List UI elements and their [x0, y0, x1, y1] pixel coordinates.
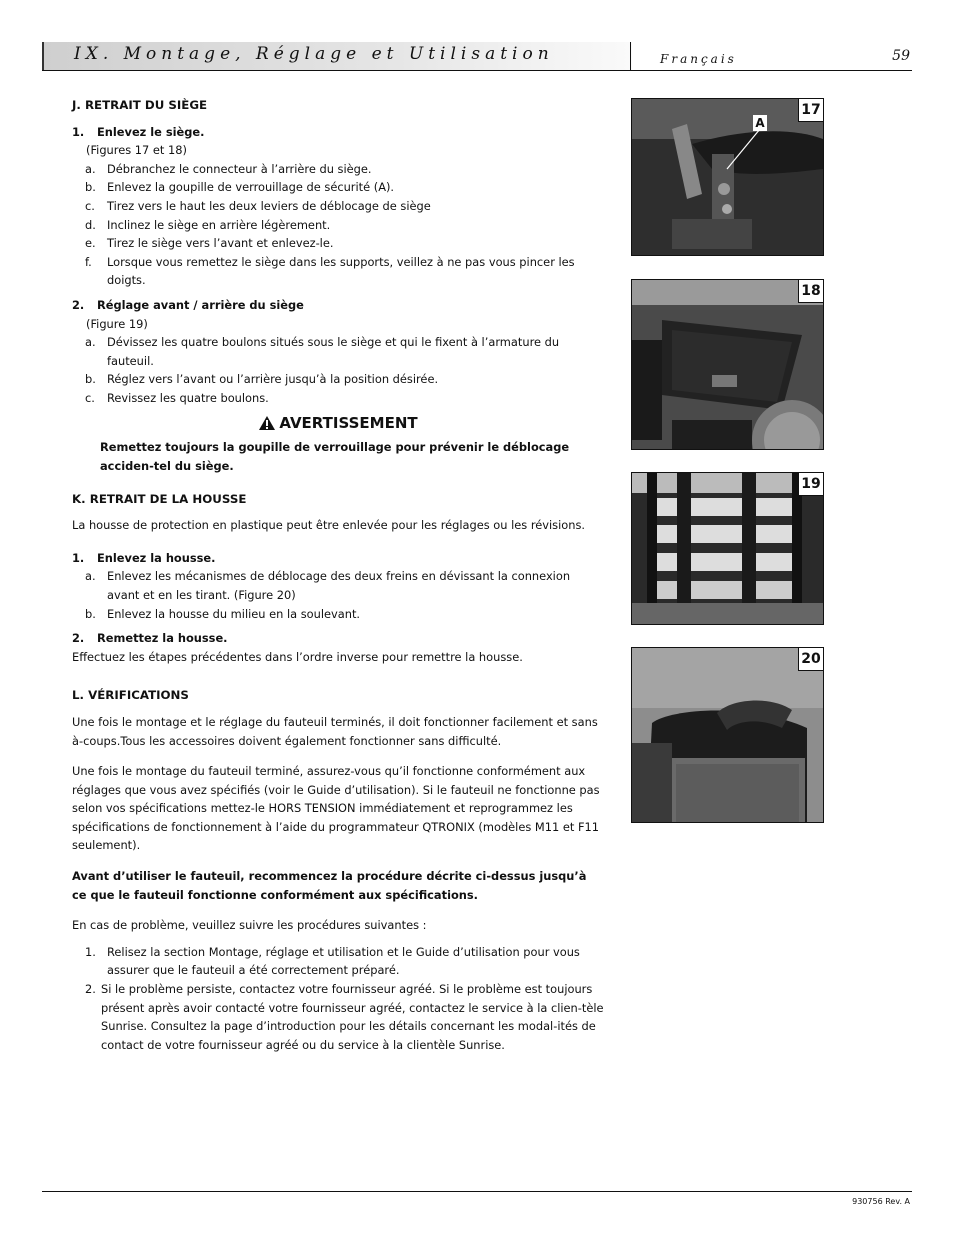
section-l-title: L. VÉRIFICATIONS [72, 688, 189, 703]
list-item: a. Débranchez le connecteur à l’arrière du siège. [85, 161, 372, 176]
list-item: c. Tirez vers le haut les deux leviers de déblocage de siège [85, 198, 431, 213]
list-item: b. Enlevez la goupille de verrouillage de sécurité (A). [85, 180, 395, 195]
list-item: 2. Si le problème persiste, contactez votre fournisseur agréé. Si le problème est toujours présent après avoir contacté votre fournisseur agréé, contactez le service à la clien-tèle Sunrise. Consultez la page d’introduction pour les détails concernant les modal-ités de contact de votre fournisseur agréé ou du service à la clientèle Sunrise. [85, 982, 604, 1052]
section-j-step-2: 2. Réglage avant / arrière du siège [72, 297, 304, 312]
section-j-title: J. RETRAIT DU SIÈGE [72, 98, 208, 112]
figure-17-label-a: A [753, 115, 767, 131]
figure-18-image [632, 280, 823, 449]
figure-17-number: 17 [798, 99, 823, 122]
section-k-step-2: 2. Remettez la housse. [72, 631, 228, 646]
warning-text: Remettez toujours la goupille de verrouillage pour prévenir le déblocage acciden-tel du siège. [100, 440, 570, 473]
list-item: b. Enlevez la housse du milieu en la soulevant. [85, 606, 361, 621]
figure-20-image [632, 648, 823, 822]
list-item: a. Dévissez les quatre boulons situés sous le siège et qui le fixent à l’armature du fauteuil. [85, 335, 560, 368]
list-item: 1. Relisez la section Montage, réglage et utilisation et le Guide d’utilisation pour vous assurer que le fauteuil a été correctement préparé. [85, 944, 580, 978]
section-l-para-1: Une fois le montage et le réglage du fauteuil terminés, il doit fonctionner facilement et sans à-coups.Tous les accessoires doivent également fonctionner sans difficulté. [72, 714, 598, 748]
warning-title: AVERTISSEMENT [279, 413, 418, 432]
figure-18-photo [631, 279, 824, 450]
main-text-column [72, 96, 604, 1054]
list-item: c. Revissez les quatre boulons. [85, 390, 269, 405]
document-code: 930756 Rev. A [852, 1197, 910, 1206]
list-item: e. Tirez le siège vers l’avant et enlevez-le. [85, 236, 334, 251]
section-k-intro: La housse de protection en plastique peut être enlevée pour les réglages ou les révisions. [72, 518, 586, 533]
section-l-bold-para: Avant d’utiliser le fauteuil, recommencez la procédure décrite ci-dessus jusqu’à ce que le fauteuil fonctionne conformément aux spécifications. [72, 869, 587, 902]
figure-19-image [632, 473, 823, 624]
list-item: b. Réglez vers l’avant ou l’arrière jusqu’à la position désirée. [85, 372, 439, 387]
list-item: d. Inclinez le siège en arrière légèrement. [85, 217, 331, 232]
warning-icon [258, 415, 276, 431]
figure-19-photo [631, 472, 824, 625]
section-k-step-1: 1. Enlevez la housse. [72, 550, 216, 565]
warning-heading [72, 414, 604, 437]
header-rule [42, 70, 912, 71]
footer-rule [42, 1191, 912, 1192]
header-separator [630, 42, 631, 71]
section-k-outro: Effectuez les étapes précédentes dans l’ordre inverse pour remettre la housse. [72, 649, 523, 664]
section-j-step-1-ref: (Figures 17 et 18) [86, 143, 187, 158]
section-l-problem-intro: En cas de problème, veuillez suivre les procédures suivantes : [72, 918, 427, 933]
chapter-title: IX. Montage, Réglage et Utilisation [74, 44, 554, 64]
section-k-title: K. RETRAIT DE LA HOUSSE [72, 491, 247, 506]
section-j-step-2-ref: (Figure 19) [86, 316, 148, 331]
figure-20-photo [631, 647, 824, 823]
header-band [42, 42, 632, 70]
figure-20-number: 20 [798, 648, 823, 671]
section-l-para-2: Une fois le montage du fauteuil terminé, assurez-vous qu’il fonctionne conformément aux réglages que vous avez spécifiés (voir le Guide d’utilisation). Si le fauteuil ne fonctionne pas selon vos spécifications mettez-le HORS TENSION immédiatement et reprogrammez les spécifications de fonctionnement à l’aide du programmateur QTRONIX (modèles M11 et F11 seulement). [72, 764, 600, 853]
figure-17-image [632, 99, 823, 255]
list-item: a. Enlevez les mécanismes de déblocage des deux freins en dévissant la connexion avant et en les tirant. (Figure 20) [85, 569, 571, 602]
page-number: 59 [892, 48, 910, 64]
language-label: Français [660, 52, 737, 66]
figure-17-photo [631, 98, 824, 256]
section-j-step-1: 1. Enlevez le siège. [72, 124, 205, 139]
list-item: f. Lorsque vous remettez le siège dans les supports, veillez à ne pas vous pincer les doigts. [85, 254, 575, 288]
figure-18-number: 18 [798, 280, 823, 303]
figure-19-number: 19 [798, 473, 823, 496]
